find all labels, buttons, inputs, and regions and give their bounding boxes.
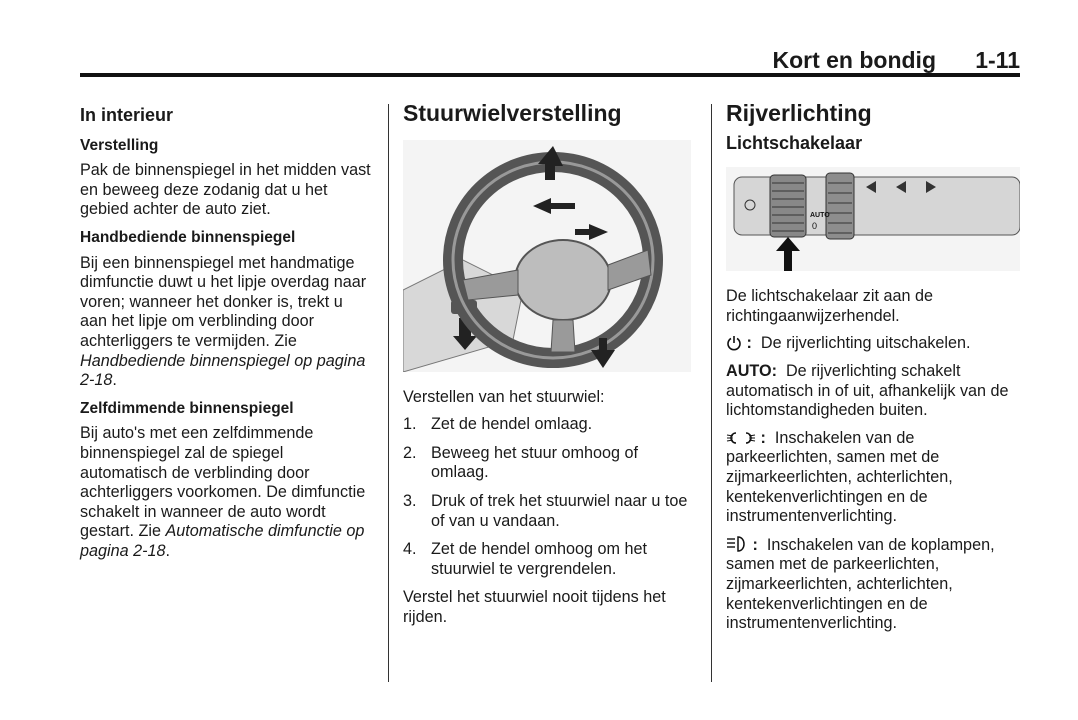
subheading-adjustment: Verstelling <box>80 136 159 154</box>
section-title: Kort en bondig <box>772 47 936 73</box>
heading-steering-adjustment: Stuurwielverstelling <box>403 100 622 126</box>
auto-label: AUTO <box>810 212 830 220</box>
item-parking-lights: : Inschakelen van de parkeerlichten, samen met de zijmarkeerlichten, achterlichten, kentekenverlichtingen en de instrumentenverlichting. <box>726 428 953 526</box>
paragraph-adjustment: Pak de binnenspiegel in het midden vast en beweeg deze zodanig dat u het gebied achter de auto ziet. <box>80 161 371 219</box>
wheel-hub <box>515 240 611 320</box>
item-off: : De rijverlichting uitschakelen. <box>726 334 1022 354</box>
item-auto: AUTO: De rijverlichting schakelt automatisch in of uit, afhankelijk van de lichtomstandigheden buiten. <box>726 361 1009 420</box>
cross-reference-link[interactable]: Handbediende binnenspiegel op pagina 2-18 <box>80 351 366 390</box>
paragraph-warning: Verstel het stuurwiel nooit tijdens het rijden. <box>403 588 666 626</box>
list-item: 4. Zet de hendel omhoog om het stuurwiel te vergrendelen. <box>403 540 647 578</box>
headlamp-icon <box>726 535 748 553</box>
heading-interior: In interieur <box>80 105 174 125</box>
page-number: 1-11 <box>975 47 1020 73</box>
parking-lights-icon <box>726 430 756 446</box>
list-item: 1. Zet de hendel omlaag. <box>403 415 593 434</box>
list-item: 2. Beweeg het stuur omhoog of omlaag. <box>403 443 638 482</box>
paragraph-auto-dimming: Bij auto's met een zelfdimmende binnenspiegel zal de spiegel automatisch de verblinding door achterliggers voorkomen. De dimfunctie schakelt in wanneer de auto wordt gestart. Zie Automatische dimfunctie op pagina 2-18. <box>80 424 366 560</box>
power-off-icon <box>726 335 742 351</box>
column-steering <box>403 100 695 636</box>
off-label: 0 <box>812 221 818 232</box>
page-header <box>80 40 1020 76</box>
subheading-light-switch: Lichtschakelaar <box>726 132 863 153</box>
cross-reference-link[interactable]: Automatische dimfunctie op pagina 2-18 <box>80 522 365 560</box>
column-interior <box>80 100 372 569</box>
paragraph-manual-mirror: Bij een binnenspiegel met handmatige dimfunctie duwt u het lipje overdag naar voren; wanneer het donker is, trekt u aan het lipje om verblinding door achterliggers te vermijden. Zie Handbediende binnenspiegel op pagina 2-18. <box>80 253 367 390</box>
header-rule <box>80 73 1020 77</box>
light-control-ring <box>770 175 806 237</box>
light-switch-illustration <box>726 167 1020 271</box>
paragraph-intro: De lichtschakelaar zit aan de richtingaanwijzerhendel. <box>726 287 933 325</box>
column-divider <box>711 104 712 682</box>
subheading-auto-dimming: Zelfdimmende binnenspiegel <box>80 399 294 417</box>
item-headlamps: : Inschakelen van de koplampen, samen met de parkeerlichten, zijmarkeerlichten, achterlichten, kentekenverlichtingen en de instrumentenverlichting. <box>726 535 995 633</box>
steps-list <box>403 415 695 579</box>
paragraph-intro: Verstellen van het stuurwiel: <box>403 387 605 406</box>
heading-exterior-lighting: Rijverlichting <box>726 100 872 126</box>
subheading-manual-mirror: Handbediende binnenspiegel <box>80 228 296 246</box>
steering-wheel-illustration <box>403 140 691 372</box>
column-divider <box>388 104 389 682</box>
column-lighting <box>726 100 1022 642</box>
list-item: 3. Druk of trek het stuurwiel naar u toe of van u vandaan. <box>403 491 688 530</box>
